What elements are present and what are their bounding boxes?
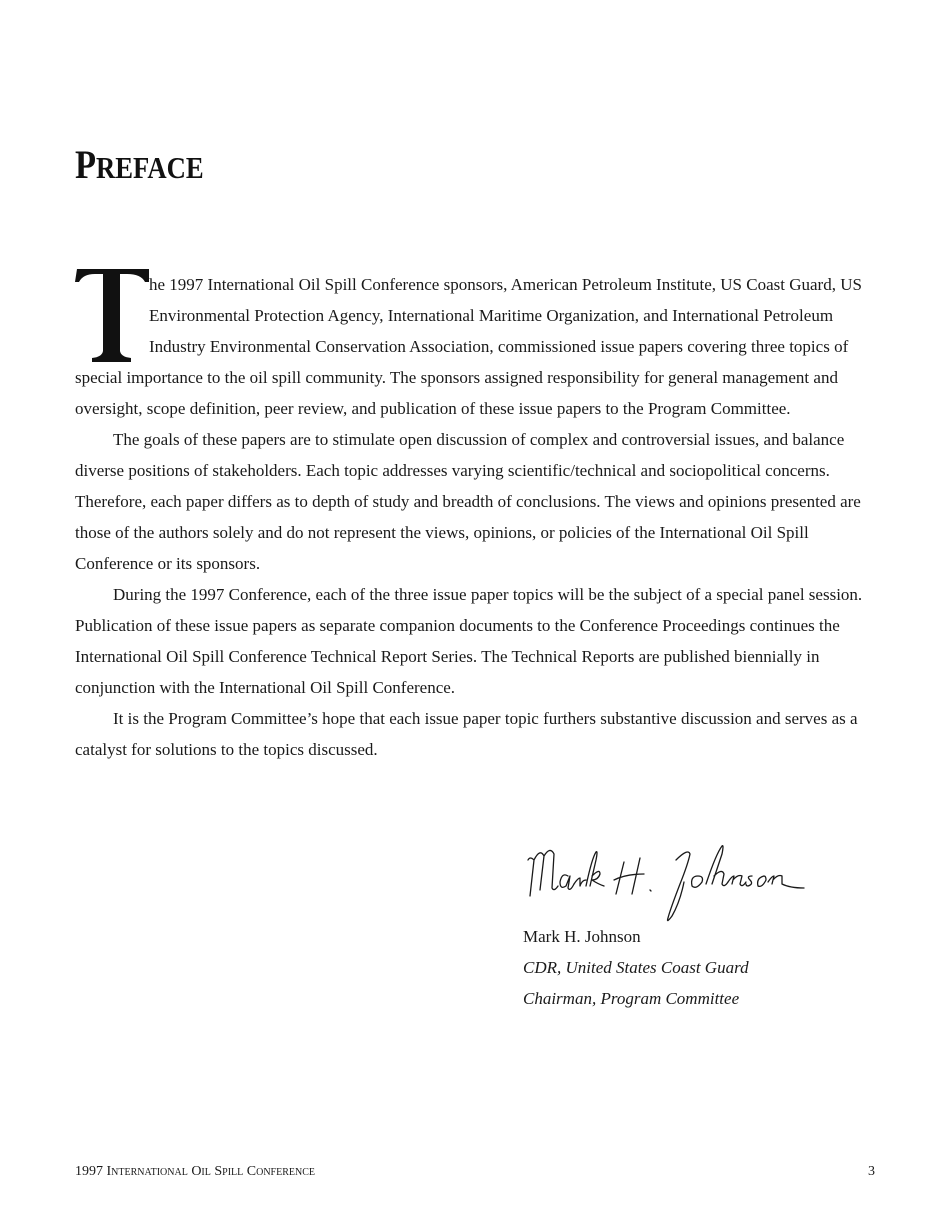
- paragraph-2: The goals of these papers are to stimulate open discussion of complex and controversial issues, and balance diverse positions of stakeholders. Each topic addresses varying scientific/technical and sociopolitical concerns. Therefore, each paper differs as to depth of study and breadth of conclusions. The views and opinions presented are those of the authors solely and do not represent the views, opinions, or policies of the International Oil Spill Conference or its sponsors.: [75, 430, 861, 573]
- page-title-initial: P: [75, 142, 97, 187]
- paragraph-3: During the 1997 Conference, each of the three issue paper topics will be the subject of a special panel session. Publication of these issue papers as separate companion documents to the Conference Proceedings continues the International Oil Spill Conference Technical Report Series. The Technical Reports are published biennially in conjunction with the International Oil Spill Conference.: [75, 585, 863, 697]
- drop-cap: [75, 269, 149, 362]
- page-title: [75, 140, 204, 193]
- signer-title-2: Chairman, Program Committee: [523, 989, 740, 1008]
- signer-title-1: CDR, United States Coast Guard: [523, 958, 749, 977]
- page-title-rest: REFACE: [96, 150, 204, 185]
- signature-block: [523, 921, 749, 1014]
- paragraph-1: [75, 269, 875, 424]
- footer-running-title: 1997 International Oil Spill Conference: [75, 1164, 315, 1179]
- signature-drawing: [520, 838, 810, 924]
- paragraph-4: It is the Program Committee’s hope that each issue paper topic furthers substantive discussion and serves as a catalyst for solutions to the topics discussed.: [75, 709, 858, 759]
- drop-cap-glyph: [75, 269, 149, 362]
- handwritten-signature: [520, 838, 810, 924]
- paragraph-1-text: he 1997 International Oil Spill Conference sponsors, American Petroleum Institute, US Coast Guard, US Environmental Protection Agency, International Maritime Organization, and International Petroleum Industry Environmental Conservation Association, commissioned issue papers covering three topics of special importance to the oil spill community. The sponsors assigned responsibility for general management and oversight, scope definition, peer review, and publication of these issue papers to the Program Committee.: [75, 275, 862, 418]
- page-number: 3: [868, 1164, 875, 1179]
- preface-body: [75, 269, 875, 765]
- signer-name: Mark H. Johnson: [523, 927, 641, 946]
